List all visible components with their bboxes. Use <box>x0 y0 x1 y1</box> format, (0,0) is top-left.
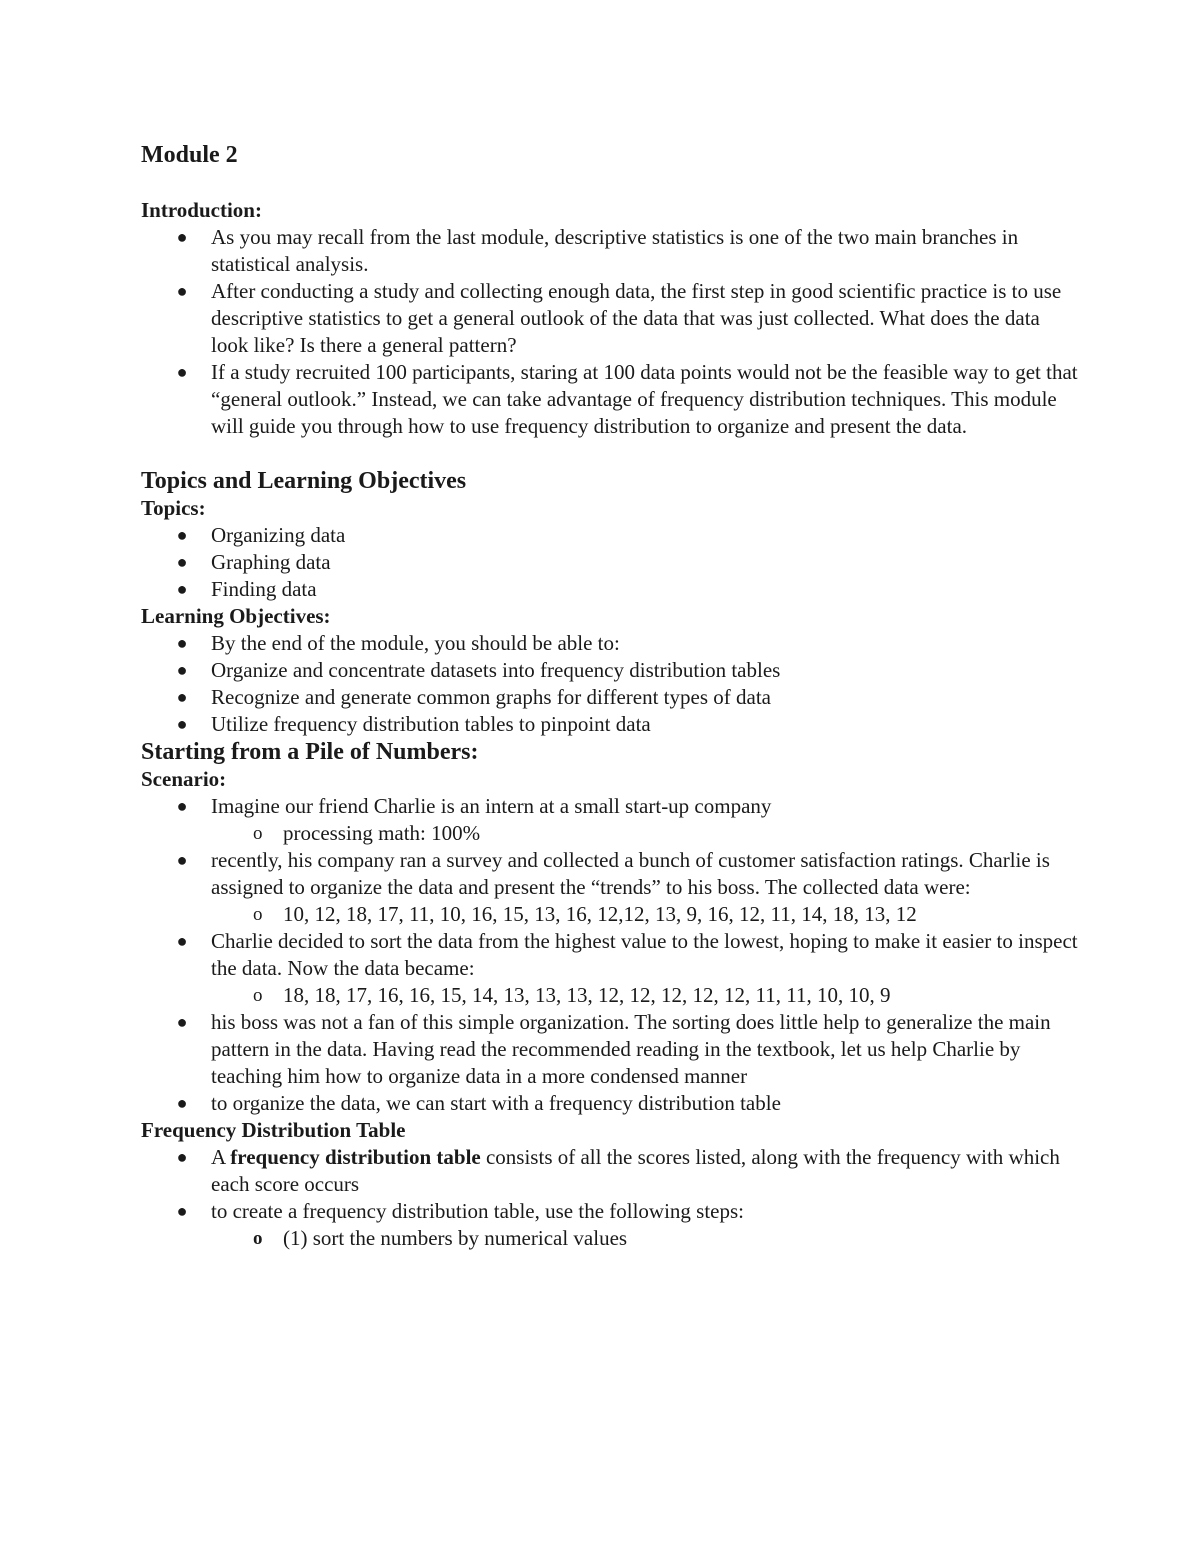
list-item-text: Utilize frequency distribution tables to pinpoint data <box>211 712 651 736</box>
fdt-heading: Frequency Distribution Table <box>141 1118 406 1142</box>
sub-list <box>211 1225 1081 1252</box>
page-title: Module 2 <box>141 142 238 168</box>
topics-label: Topics: <box>141 496 206 520</box>
sub-list-item <box>253 1225 1081 1252</box>
sub-list-item <box>253 820 1081 847</box>
bullet-icon: ● <box>176 714 188 734</box>
list-item-text: By the end of the module, you should be able to: <box>211 631 620 655</box>
list-item-text: Graphing data <box>211 550 331 574</box>
list-item <box>176 684 1081 711</box>
list-item <box>176 1009 1081 1090</box>
list-item-text: Finding data <box>211 577 317 601</box>
list-item-text: recently, his company ran a survey and collected a bunch of customer satisfaction ratings. Charlie is assigned to organize the data and present the “trends” to his boss. The collected data were: <box>211 848 1050 899</box>
list-item <box>176 576 1081 603</box>
bullet-icon: ● <box>176 1012 188 1032</box>
list-item-suffix: consists of all the scores listed, along with the frequency with which each score occurs <box>211 1145 1060 1196</box>
list-item-text: to create a frequency distribution table, use the following steps: <box>211 1199 745 1223</box>
list-item <box>176 630 1081 657</box>
list-item <box>176 1144 1081 1198</box>
bullet-icon: ● <box>176 362 188 382</box>
sub-list-item-text: (1) sort the numbers by numerical values <box>283 1226 628 1250</box>
sub-list-item-text: processing math: 100% <box>283 821 481 845</box>
list-item <box>176 657 1081 684</box>
scenario-list <box>141 793 1081 1117</box>
document-page <box>141 140 1081 1252</box>
list-item <box>176 224 1081 278</box>
list-item-text: If a study recruited 100 participants, staring at 100 data points would not be the feasible way to get that “general outlook.” Instead, we can take advantage of frequency distribution techniques. This module will guide you through how to use frequency distribution to organize and present the data. <box>211 360 1078 438</box>
bullet-icon: ● <box>176 1201 188 1221</box>
objectives-list <box>141 630 1081 738</box>
circle-bullet-icon: o <box>253 1228 263 1249</box>
list-item-text: Organize and concentrate datasets into frequency distribution tables <box>211 658 781 682</box>
list-item <box>176 359 1081 440</box>
sub-list-item <box>253 901 1081 928</box>
bullet-icon: ● <box>176 1093 188 1113</box>
list-item-text: his boss was not a fan of this simple organization. The sorting does little help to generalize the main pattern in the data. Having read the recommended reading in the textbook, let us help Charlie by teaching him how to organize data in a more condensed manner <box>211 1010 1051 1088</box>
list-item-text: After conducting a study and collecting enough data, the first step in good scientific practice is to use descriptive statistics to get a general outlook of the data that was just collected. What does the data look like? Is there a general pattern? <box>211 279 1062 357</box>
bullet-icon: ● <box>176 281 188 301</box>
bullet-icon: ● <box>176 227 188 247</box>
list-item-text: Charlie decided to sort the data from the highest value to the lowest, hoping to make it easier to inspect the data. Now the data became: <box>211 929 1078 980</box>
bullet-icon: ● <box>176 633 188 653</box>
introduction-label: Introduction: <box>141 198 262 222</box>
list-item <box>176 522 1081 549</box>
definition-term: frequency distribution table <box>230 1145 481 1169</box>
sub-list-item-text: 10, 12, 18, 17, 11, 10, 16, 15, 13, 16, 12,12, 13, 9, 16, 12, 11, 14, 18, 13, 12 <box>283 902 917 926</box>
list-item <box>176 847 1081 928</box>
bullet-icon: ● <box>176 687 188 707</box>
pile-heading: Starting from a Pile of Numbers: <box>141 739 479 765</box>
list-item-text: As you may recall from the last module, descriptive statistics is one of the two main branches in statistical analysis. <box>211 225 1019 276</box>
sub-list <box>211 820 1081 847</box>
sub-list <box>211 982 1081 1009</box>
list-item-text: to organize the data, we can start with a frequency distribution table <box>211 1091 781 1115</box>
circle-bullet-icon: o <box>253 904 263 925</box>
topics-heading: Topics and Learning Objectives <box>141 468 467 494</box>
topics-list <box>141 522 1081 603</box>
list-item <box>176 549 1081 576</box>
list-item-text: Imagine our friend Charlie is an intern at a small start-up company <box>211 794 772 818</box>
sub-list-item <box>253 982 1081 1009</box>
list-item-prefix: A <box>211 1145 231 1169</box>
circle-bullet-icon: o <box>253 823 263 844</box>
sub-list <box>211 901 1081 928</box>
bullet-icon: ● <box>176 931 188 951</box>
introduction-list <box>141 224 1081 440</box>
bullet-icon: ● <box>176 796 188 816</box>
list-item <box>176 278 1081 359</box>
list-item-text: Recognize and generate common graphs for different types of data <box>211 685 771 709</box>
scenario-label: Scenario: <box>141 767 227 791</box>
bullet-icon: ● <box>176 552 188 572</box>
bullet-icon: ● <box>176 660 188 680</box>
list-item <box>176 793 1081 847</box>
bullet-icon: ● <box>176 579 188 599</box>
bullet-icon: ● <box>176 850 188 870</box>
bullet-icon: ● <box>176 1147 188 1167</box>
list-item <box>176 1090 1081 1117</box>
list-item <box>176 1198 1081 1252</box>
circle-bullet-icon: o <box>253 985 263 1006</box>
fdt-list <box>141 1144 1081 1252</box>
sub-list-item-text: 18, 18, 17, 16, 16, 15, 14, 13, 13, 13, 12, 12, 12, 12, 12, 11, 11, 10, 10, 9 <box>283 983 891 1007</box>
objectives-label: Learning Objectives: <box>141 604 331 628</box>
list-item <box>176 928 1081 1009</box>
list-item-text: Organizing data <box>211 523 346 547</box>
spacer <box>141 440 1081 467</box>
bullet-icon: ● <box>176 525 188 545</box>
list-item <box>176 711 1081 738</box>
